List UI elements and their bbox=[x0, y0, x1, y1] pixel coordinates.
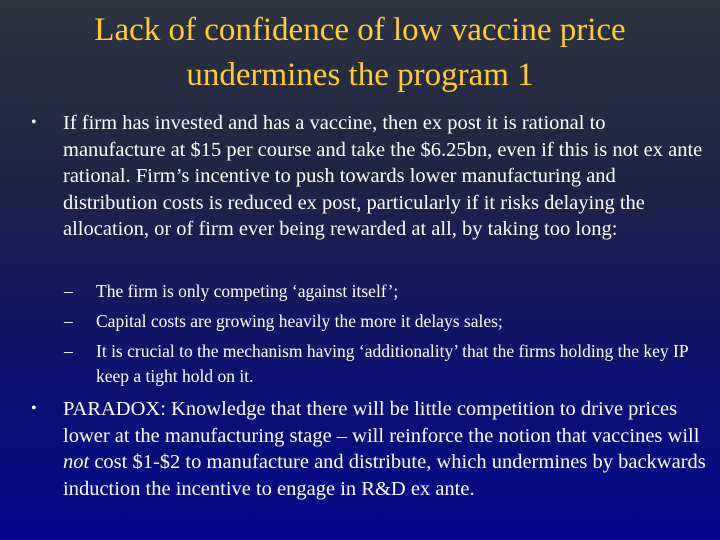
sub-bullet-text: Capital costs are growing heavily the more it delays sales; bbox=[96, 311, 503, 331]
bullet-item bbox=[31, 396, 713, 502]
bullet-marker: • bbox=[31, 400, 37, 417]
title-line-1: Lack of confidence of low vaccine price bbox=[94, 12, 626, 48]
bullet-marker: • bbox=[31, 114, 37, 131]
bullet-text-before: PARADOX: Knowledge that there will be little competition to drive prices lower at the manufacturing stage – will reinforce the notion that vaccines will bbox=[63, 398, 700, 447]
bullet-text: If firm has invested and has a vaccine, then ex post it is rational to manufacture at $15 per course and take the $6.25bn, even if this is not ex ante rational. Firm’s incentive to push towards lower manufacturing and distribution costs is reduced ex post, particularly if it risks delaying the allocation, or of firm ever being rewarded at all, by taking too long: bbox=[63, 112, 703, 240]
sub-bullet-marker: – bbox=[64, 341, 73, 361]
sub-bullet-item bbox=[64, 339, 708, 389]
bullet-item bbox=[31, 110, 713, 243]
sub-bullet-text: It is crucial to the mechanism having ‘additionality’ that the firms holding the key IP keep a tight hold on it. bbox=[96, 341, 688, 386]
sub-bullet-text: The firm is only competing ‘against itself’; bbox=[96, 281, 399, 301]
bullet-text-emphasis: not bbox=[63, 451, 90, 473]
slide-title bbox=[0, 8, 720, 98]
sub-bullet-item bbox=[64, 279, 708, 304]
sub-bullet-marker: – bbox=[64, 281, 73, 301]
sub-bullet-marker: – bbox=[64, 311, 73, 331]
title-line-2: undermines the program 1 bbox=[186, 57, 534, 93]
bullet-text-after: cost $1-$2 to manufacture and distribute, which undermines by backwards induction the incentive to engage in R&D ex ante. bbox=[63, 451, 706, 500]
sub-bullet-item bbox=[64, 309, 708, 334]
